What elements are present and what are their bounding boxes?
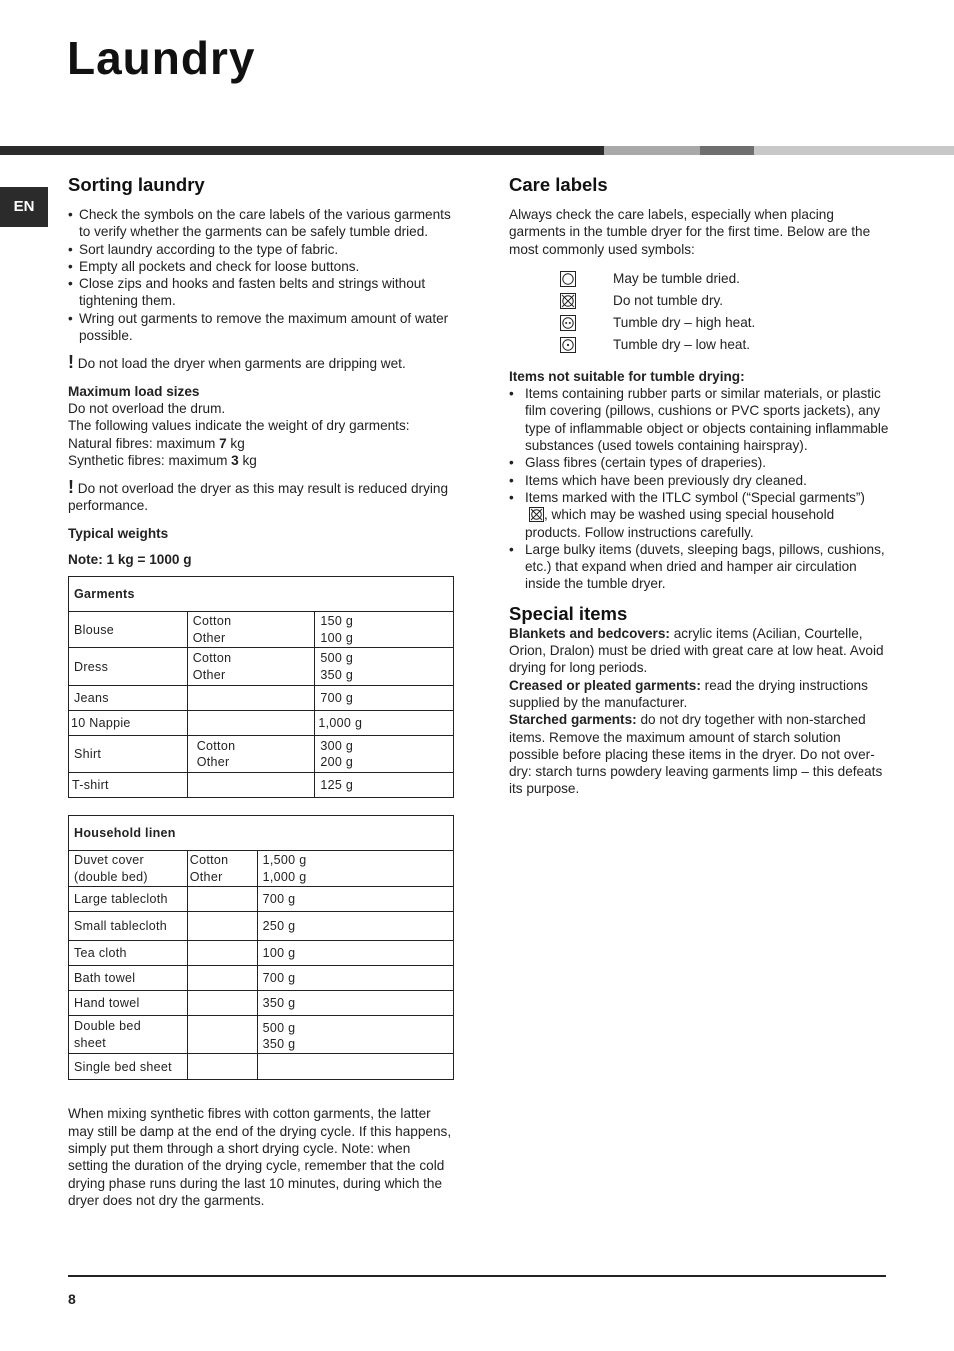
right-column: [509, 174, 891, 798]
table-cell: [187, 1054, 257, 1080]
table-cell: Small tablecloth: [69, 912, 188, 941]
table-row: [69, 941, 454, 966]
table-cell: Dress: [69, 648, 188, 686]
table-cell: Double bed sheet: [69, 1016, 188, 1054]
symbol-row: [509, 312, 891, 334]
synthetic-value: 3: [231, 452, 239, 468]
table-row: [69, 887, 454, 912]
table-row: [69, 736, 454, 773]
table-cell: [257, 1054, 453, 1080]
special-label: Creased or pleated garments:: [509, 677, 701, 693]
symbol-row: [509, 268, 891, 290]
list-item: • Items containing rubber parts or similar materials, or plastic film covering (pillows, cushions or PVC sports jackets), any type of inflammable object or objects containing inflammable substances (used towels containing hairspray).: [509, 385, 891, 454]
table-cell: 1,000 g: [315, 711, 454, 736]
header-bar-segment: [604, 146, 700, 155]
table-row: [69, 686, 454, 711]
special-creased: [509, 677, 891, 712]
natural-fibres-line: [68, 435, 454, 452]
table-cell: 300 g 200 g: [315, 736, 454, 773]
table-cell: [187, 966, 257, 991]
symbol-row: [509, 290, 891, 312]
table-cell: 150 g 100 g: [315, 612, 454, 648]
warning-text: Do not overload the dryer as this may result is reduced drying performance.: [68, 481, 449, 514]
table-row: [69, 991, 454, 1016]
max-load-line: Do not overload the drum.: [68, 400, 226, 416]
table-cell: 10 Nappie: [69, 711, 188, 736]
max-load-section: [68, 383, 454, 469]
table-cell: Cotton Other: [187, 736, 315, 773]
sorting-list: [68, 206, 454, 344]
list-item: • Empty all pockets and check for loose buttons.: [68, 258, 454, 275]
do-not-tumble-dry-icon: [560, 293, 576, 309]
garments-table: [68, 576, 454, 798]
table-cell: Single bed sheet: [69, 1054, 188, 1080]
warning-note: [68, 479, 454, 515]
header-bar-segment: [754, 146, 954, 155]
table-cell: 100 g: [257, 941, 453, 966]
natural-value: 7: [219, 435, 227, 451]
table-cell: T-shirt: [69, 773, 188, 798]
page-number: 8: [68, 1291, 76, 1307]
care-labels-heading: Care labels: [509, 174, 608, 195]
table-cell: Bath towel: [69, 966, 188, 991]
table-row: [69, 648, 454, 686]
table-cell: Jeans: [69, 686, 188, 711]
itlc-text: Items marked with the ITLC symbol (“Special garments”): [525, 489, 865, 505]
table-cell: 125 g: [315, 773, 454, 798]
special-label: Blankets and bedcovers:: [509, 625, 670, 641]
unsuitable-heading: Items not suitable for tumble drying:: [509, 368, 745, 384]
natural-unit: kg: [226, 435, 245, 451]
special-label: Starched garments:: [509, 712, 637, 728]
table-cell: 700 g: [257, 966, 453, 991]
header-bar-segment: [0, 146, 604, 155]
sorting-heading: Sorting laundry: [68, 174, 205, 195]
care-intro: Always check the care labels, especially when placing garments in the tumble dryer for the first time. Below are the most commonly used symbols:: [509, 207, 871, 257]
special-text: acrylic items (Acilian, Courtelle, Orion, Dralon) must be dried with great care at low heat. Avoid drying for long periods.: [509, 625, 884, 676]
table-cell: 700 g: [257, 887, 453, 912]
language-tab: EN: [0, 187, 48, 227]
table-cell: Tea cloth: [69, 941, 188, 966]
list-item: • Items which have been previously dry cleaned.: [509, 472, 891, 489]
table-row: [69, 612, 454, 648]
footer-rule: [68, 1275, 886, 1277]
table-cell: Cotton Other: [187, 648, 315, 686]
table-row: [69, 1054, 454, 1080]
list-item: • Wring out garments to remove the maximum amount of water possible.: [68, 310, 454, 345]
tumble-dry-high-heat-icon: [560, 315, 576, 331]
table-cell: 1,500 g 1,000 g: [257, 851, 453, 887]
symbol-label: Tumble dry – low heat.: [613, 337, 751, 353]
table-cell: 250 g: [257, 912, 453, 941]
household-linen-table: [68, 815, 454, 1080]
table-cell: [187, 991, 257, 1016]
table-header: Household linen: [69, 816, 454, 851]
symbol-label: Do not tumble dry.: [613, 293, 724, 309]
special-text: do not dry together with non-starched items. Remove the maximum amount of starch solution possible before placing these items in the dryer. Do not over-dry: starch turns powdery leaving garments limp – this defeats its purpose.: [509, 712, 883, 797]
left-column: [68, 174, 454, 1209]
warning-icon: !: [68, 477, 74, 498]
table-cell: Blouse: [69, 612, 188, 648]
table-cell: Hand towel: [69, 991, 188, 1016]
warning-note: [68, 354, 454, 372]
note-line: Note: 1 kg = 1000 g: [68, 552, 192, 568]
table-row: [69, 912, 454, 941]
tumble-dry-icon: [560, 271, 576, 287]
list-item: • Sort laundry according to the type of fabric.: [68, 241, 454, 258]
max-load-heading: Maximum load sizes: [68, 383, 200, 399]
synthetic-label: Synthetic fibres: maximum: [68, 452, 232, 468]
special-blankets: [509, 625, 891, 677]
warning-text: Do not load the dryer when garments are dripping wet.: [77, 356, 406, 372]
mixing-paragraph: When mixing synthetic fibres with cotton garments, the latter may still be damp at the end of the drying cycle. If this happens, simply put them through a short drying cycle. Note: when setting the duration of the drying cycle, remember that the cold drying phase runs during the last 10 minutes, during which the dryer does not dry the garments.: [68, 1106, 452, 1208]
special-items-heading: Special items: [509, 602, 628, 624]
unsuitable-list: [509, 385, 891, 593]
synthetic-fibres-line: [68, 452, 454, 469]
symbol-label: Tumble dry – high heat.: [613, 315, 756, 331]
list-item: • Check the symbols on the care labels of the various garments to verify whether the garments can be safely tumble dried.: [68, 206, 454, 241]
page-title: Laundry: [67, 32, 256, 84]
header-bar-segment: [700, 146, 754, 155]
max-load-line: The following values indicate the weight of dry garments:: [68, 418, 410, 434]
table-cell: [187, 686, 315, 711]
table-row: [69, 966, 454, 991]
table-row: [69, 773, 454, 798]
warning-icon: !: [68, 352, 74, 373]
tumble-dry-low-heat-icon: [560, 337, 576, 353]
typical-weights-heading: Typical weights: [68, 525, 169, 541]
symbol-row: [509, 334, 891, 356]
table-cell: [187, 1016, 257, 1054]
table-cell: Cotton Other: [187, 612, 315, 648]
list-item: • Glass fibres (certain types of draperies).: [509, 454, 891, 471]
special-starched: [509, 711, 891, 797]
table-cell: Cotton Other: [187, 851, 257, 887]
table-cell: [187, 887, 257, 912]
table-cell: Large tablecloth: [69, 887, 188, 912]
synthetic-unit: kg: [238, 452, 257, 468]
table-cell: [187, 711, 315, 736]
special-text: read the drying instructions supplied by the manufacturer.: [509, 677, 868, 710]
care-symbols: [509, 268, 891, 356]
itlc-text: , which may be washed using special household products. Follow instructions carefully.: [525, 507, 835, 540]
table-cell: 700 g: [315, 686, 454, 711]
table-cell: 350 g: [257, 991, 453, 1016]
table-cell: Shirt: [69, 736, 188, 773]
table-cell: 500 g 350 g: [257, 1016, 453, 1054]
table-cell: Duvet cover (double bed): [69, 851, 188, 887]
table-row: [69, 1016, 454, 1054]
list-item: • Close zips and hooks and fasten belts and strings without tightening them.: [68, 275, 454, 310]
list-item: [509, 489, 891, 541]
natural-label: Natural fibres: maximum: [68, 435, 220, 451]
symbol-label: May be tumble dried.: [613, 271, 740, 287]
itlc-special-garments-icon: [529, 507, 544, 522]
list-item: • Large bulky items (duvets, sleeping bags, pillows, cushions, etc.) that expand when dried and hamper air circulation inside the tumble dryer.: [509, 541, 891, 593]
table-cell: [187, 773, 315, 798]
table-header: Garments: [69, 577, 454, 612]
table-row: [69, 711, 454, 736]
table-cell: [187, 941, 257, 966]
table-cell: 500 g 350 g: [315, 648, 454, 686]
table-cell: [187, 912, 257, 941]
table-row: [69, 851, 454, 887]
